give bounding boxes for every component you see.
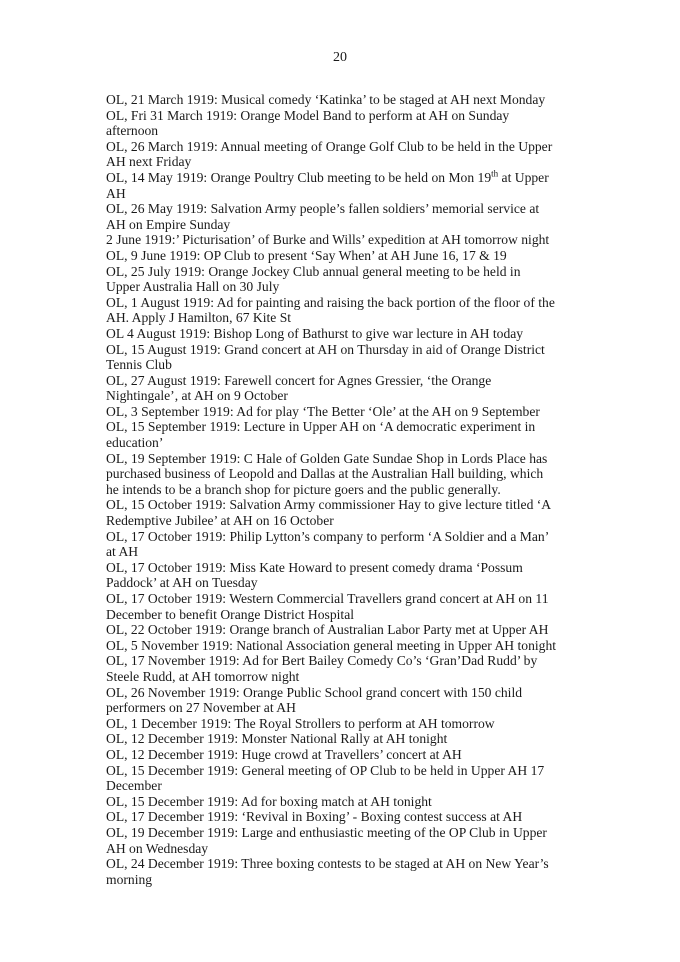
list-item: OL, 27 August 1919: Farewell concert for Agnes Gressier, ‘the Orange Nightingale’, at AH on 9 October — [106, 372, 492, 404]
list-item: OL, 17 December 1919: ‘Revival in Boxing’ - Boxing contest success at AH — [106, 809, 523, 825]
list-item: OL, 9 June 1919: OP Club to present ‘Say When’ at AH June 16, 17 & 19 — [106, 247, 507, 263]
list-item: OL, Fri 31 March 1919: Orange Model Band to perform at AH on Sunday afternoon — [106, 107, 510, 139]
list-item: OL, 3 September 1919: Ad for play ‘The Better ‘Ole’ at the AH on 9 September — [106, 403, 540, 419]
list-item: OL, 19 September 1919: C Hale of Golden Gate Sundae Shop in Lords Place has purchased business of Leopold and Dallas at the Australian Hall building, which he intends to be a branch shop for picture goers and the public generally. — [106, 450, 548, 497]
entry-list — [106, 92, 556, 887]
list-item: OL, 1 August 1919: Ad for painting and raising the back portion of the floor of the AH. Apply J Hamilton, 67 Kite St — [106, 294, 555, 326]
list-item: OL 4 August 1919: Bishop Long of Bathurst to give war lecture in AH today — [106, 325, 524, 341]
page-number: 20 — [333, 50, 347, 65]
list-item: OL, 17 October 1919: Philip Lytton’s company to perform ‘A Soldier and a Man’ at AH — [106, 528, 549, 560]
list-item: OL, 1 December 1919: The Royal Strollers to perform at AH tomorrow — [106, 715, 495, 731]
list-item: OL, 15 August 1919: Grand concert at AH on Thursday in aid of Orange District Tennis Club — [106, 341, 545, 373]
list-item: OL, 17 November 1919: Ad for Bert Bailey Comedy Co’s ‘Gran’Dad Rudd’ by Steele Rudd, at AH tomorrow night — [106, 653, 538, 684]
list-item: OL, 15 December 1919: General meeting of OP Club to be held in Upper AH 17 December — [106, 762, 545, 794]
list-item: OL, 12 December 1919: Huge crowd at Travellers’ concert at AH — [106, 746, 462, 762]
list-item: 2 June 1919:’ Picturisation’ of Burke and Wills’ expedition at AH tomorrow night — [106, 232, 550, 248]
list-item: OL, 26 May 1919: Salvation Army people’s fallen soldiers’ memorial service at AH on Empire Sunday — [106, 201, 540, 232]
list-item: OL, 17 October 1919: Miss Kate Howard to present comedy drama ‘Possum Paddock’ at AH on Tuesday — [106, 559, 523, 591]
list-item: OL, 17 October 1919: Western Commercial Travellers grand concert at AH on 11 December to benefit Orange District Hospital — [106, 591, 549, 622]
entry-text: at Upper AH — [106, 169, 549, 201]
list-item: OL, 21 March 1919: Musical comedy ‘Katinka’ to be staged at AH next Monday — [106, 92, 546, 107]
list-item: OL, 15 December 1919: Ad for boxing match at AH tonight — [106, 793, 432, 809]
list-item: OL, 25 July 1919: Orange Jockey Club annual general meeting to be held in Upper Australia Hall on 30 July — [106, 263, 521, 295]
list-item: OL, 15 October 1919: Salvation Army commissioner Hay to give lecture titled ‘A Redemptive Jubilee’ at AH on 16 October — [106, 497, 551, 529]
entry-text: OL, 14 May 1919: Orange Poultry Club meeting to be held on Mon 19 — [106, 169, 492, 185]
list-item: OL, 12 December 1919: Monster National Rally at AH tonight — [106, 731, 448, 747]
list-item: OL, 26 November 1919: Orange Public School grand concert with 150 child performers on 27 November at AH — [106, 684, 523, 716]
list-item: OL, 5 November 1919: National Association general meeting in Upper AH tonight — [106, 637, 557, 653]
list-item: OL, 19 December 1919: Large and enthusiastic meeting of the OP Club in Upper AH on Wednesday — [106, 824, 547, 856]
list-item — [106, 170, 556, 201]
list-item: OL, 15 September 1919: Lecture in Upper AH on ‘A democratic experiment in education’ — [106, 419, 536, 451]
list-item: OL, 22 October 1919: Orange branch of Australian Labor Party met at Upper AH — [106, 622, 549, 638]
ordinal-suffix: th — [491, 168, 499, 179]
list-item: OL, 26 March 1919: Annual meeting of Orange Golf Club to be held in the Upper AH next Friday — [106, 138, 553, 170]
list-item: OL, 24 December 1919: Three boxing contests to be staged at AH on New Year’s morning — [106, 856, 549, 887]
